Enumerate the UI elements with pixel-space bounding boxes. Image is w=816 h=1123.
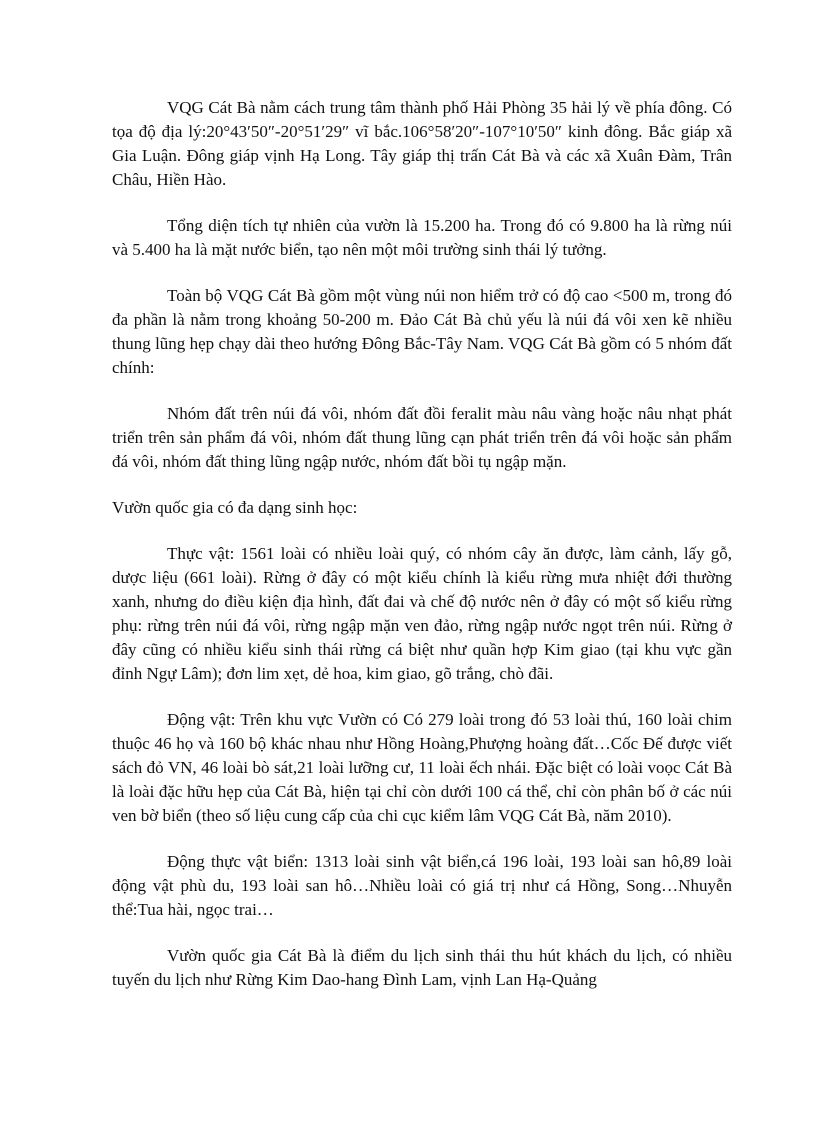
- paragraph-location: VQG Cát Bà nằm cách trung tâm thành phố Hải Phòng 35 hải lý về phía đông. Có tọa độ địa lý:20°43′50″-20°51′29″ vĩ bắc.106°58′20″-107°10′50″ kinh đông. Bắc giáp xã Gia Luận. Đông giáp vịnh Hạ Long. Tây giáp thị trấn Cát Bà và các xã Xuân Đàm, Trân Châu, Hiền Hào.: [112, 98, 732, 189]
- paragraph-marine-life: Động thực vật biển: 1313 loài sinh vật biển,cá 196 loài, 193 loài san hô,89 loài động vật phù du, 193 loài san hô…Nhiều loài có giá trị như cá Hồng, Song…Nhuyễn thể:Tua hài, ngọc trai…: [112, 852, 732, 919]
- paragraph-soil-groups: Nhóm đất trên núi đá vôi, nhóm đất đồi feralit màu nâu vàng hoặc nâu nhạt phát triển trên sản phẩm đá vôi, nhóm đất thung lũng cạn phát triển trên đá vôi hoặc sản phẩm đá vôi, nhóm đất thing lũng ngập nước, nhóm đất bồi tụ ngập mặn.: [112, 404, 732, 471]
- paragraph-area: Tổng diện tích tự nhiên của vườn là 15.200 ha. Trong đó có 9.800 ha là rừng núi và 5.400 ha là mặt nước biển, tạo nên một môi trường sinh thái lý tưởng.: [112, 216, 732, 259]
- paragraph-tourism: Vườn quốc gia Cát Bà là điểm du lịch sinh thái thu hút khách du lịch, có nhiều tuyến du lịch như Rừng Kim Dao-hang Đình Lam, vịnh Lan Hạ-Quảng: [112, 946, 732, 989]
- paragraph-terrain: Toàn bộ VQG Cát Bà gồm một vùng núi non hiểm trở có độ cao <500 m, trong đó đa phần là nằm trong khoảng 50-200 m. Đảo Cát Bà chủ yếu là núi đá vôi xen kẽ nhiều thung lũng hẹp chạy dài theo hướng Đông Bắc-Tây Nam. VQG Cát Bà gồm có 5 nhóm đất chính:: [112, 286, 732, 377]
- document-page: [112, 96, 732, 992]
- paragraph-fauna: Động vật: Trên khu vực Vườn có Có 279 loài trong đó 53 loài thú, 160 loài chim thuộc 46 họ và 160 bộ khác nhau như Hồng Hoàng,Phượng hoàng đất…Cốc Đế được viết sách đỏ VN, 46 loài bò sát,21 loài lưỡng cư, 11 loài ếch nhái. Đặc biệt có loài voọc Cát Bà là loài đặc hữu hẹp của Cát Bà, hiện tại chỉ còn dưới 100 cá thể, chỉ còn phân bố ở các núi ven bờ biển (theo số liệu cung cấp của chi cục kiểm lâm VQG Cát Bà, năm 2010).: [112, 710, 732, 825]
- paragraph-flora: Thực vật: 1561 loài có nhiều loài quý, có nhóm cây ăn được, làm cảnh, lấy gỗ, dược liệu (661 loài). Rừng ở đây có một kiểu chính là kiểu rừng mưa nhiệt đới thường xanh, nhưng do điều kiện địa hình, đất đai và chế độ nước nên ở đây có một số kiểu rừng phụ: rừng trên núi đá vôi, rừng ngập mặn ven đảo, rừng ngập nước ngọt trên núi. Rừng ở đây cũng có nhiều kiểu sinh thái rừng cá biệt như quần hợp Kim giao (tại khu vực gần đỉnh Ngự Lâm); đơn lim xẹt, dẻ hoa, kim giao, gõ trắng, chò đãi.: [112, 544, 732, 683]
- paragraph-biodiversity-heading: Vườn quốc gia có đa dạng sinh học:: [112, 498, 358, 517]
